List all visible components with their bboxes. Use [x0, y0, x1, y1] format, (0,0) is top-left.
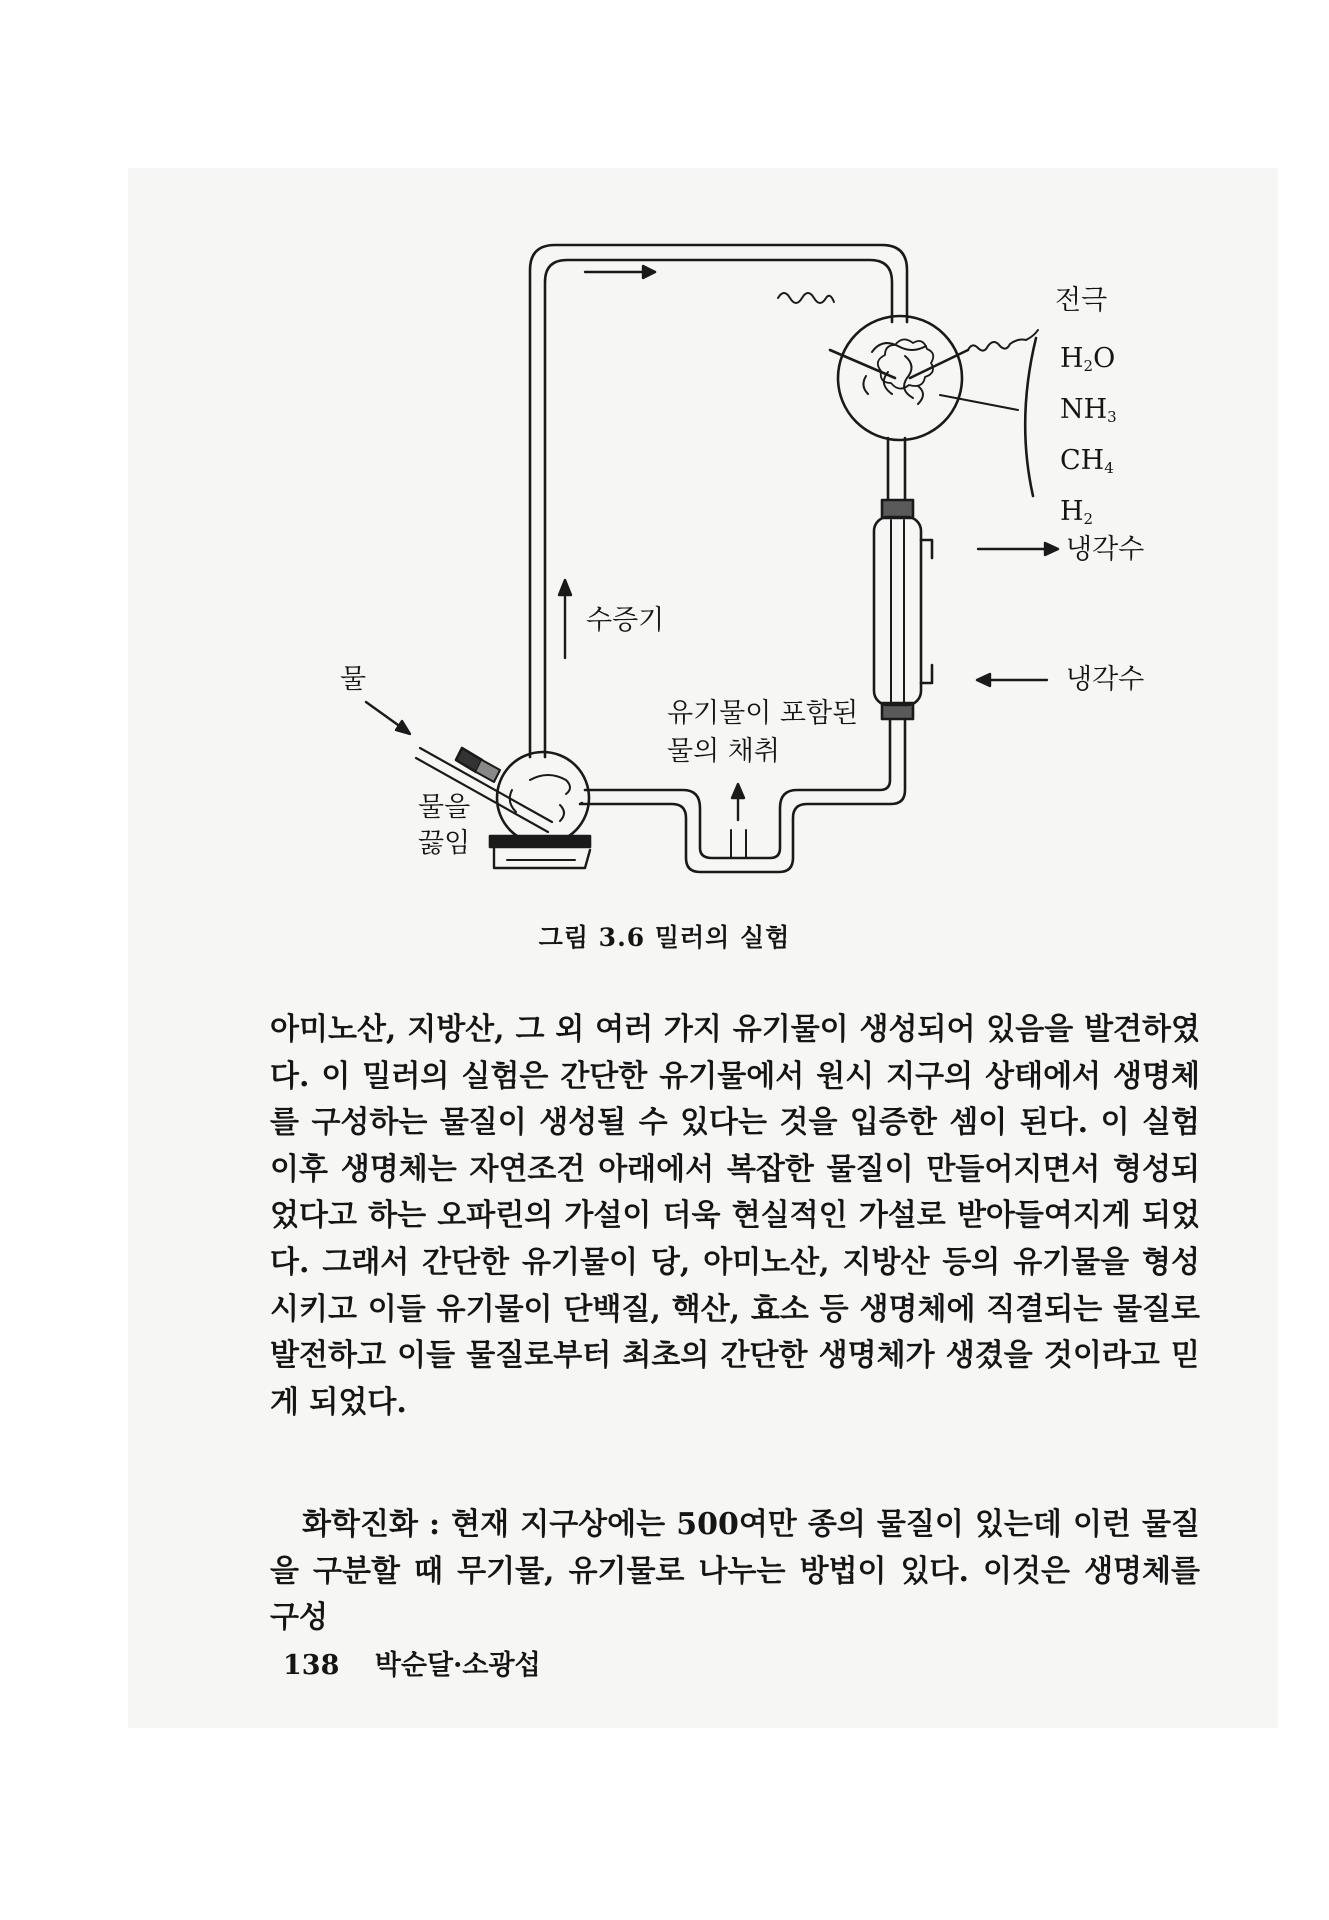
heater-plate [490, 836, 590, 847]
gas-ch4: $CH_4$ [1060, 445, 1114, 477]
boiling-label-line1: 물을 [418, 792, 471, 823]
cooling-in-arrow [977, 674, 1047, 686]
loop-tube-inner [545, 260, 892, 757]
gas-nh3: $NH_3$ [1060, 394, 1117, 426]
electrode-label: 전극 [1055, 285, 1108, 316]
condenser-port-bottom [921, 665, 932, 683]
electrode-wire-left [778, 293, 834, 303]
body-paragraph-1: 아미노산, 지방산, 그 외 여러 가지 유기물이 생성되어 있음을 발견하였다. 이 밀러의 실험은 간단한 유기물에서 원시 지구의 상태에서 생명체를 구성하는 물질이 생성될 수 있다는 것을 입증한 셈이 된다. 이 실험 이후 생명체는 자연조건 아래에서 복잡한 물질이 만들어지면서 형성되었다고 하는 오파린의 가설이 더욱 현실적인 가설로 받아들여지게 되었다. 그래서 간단한 유기물이 당, 아미노산, 지방산 등의 유기물을 형성시키고 이들 유기물이 단백질, 핵산, 효소 등 생명체에 직결되는 물질로 발전하고 이들 물질로부터 최초의 간단한 생명체가 생겼을 것이라고 믿게 되었다. [270, 1012, 1200, 1420]
steam-arrow [559, 580, 571, 658]
cooling-out-arrow [978, 543, 1058, 555]
body-paragraph-2: 화학진화 : 현재 지구상에는 500여만 종의 물질이 있는데 이런 물질을 구분할 때 무기물, 유기물로 나누는 방법이 있다. 이것은 생명체를 구성 [270, 1507, 1200, 1636]
sampling-label-line1: 유기물이 포함된 [667, 698, 859, 729]
flow-arrow-top [585, 266, 655, 278]
water-label: 물 [340, 664, 367, 695]
sampling-arrow [732, 784, 744, 820]
heater-body [494, 847, 590, 868]
cooling-water-out-label: 냉각수 [1066, 534, 1145, 565]
condenser-jacket [874, 517, 921, 705]
condenser-port-top [921, 540, 932, 558]
steam-label: 수증기 [586, 605, 665, 636]
sampling-label-line2: 물의 채취 [667, 736, 780, 767]
gas-leader-line [940, 395, 1018, 410]
page-number: 138 [283, 1650, 340, 1681]
gas-h2o: $H_2O$ [1060, 343, 1116, 375]
boiling-label-line2: 끓임 [418, 828, 471, 859]
condenser-inner-tube [891, 520, 904, 702]
cooling-water-in-label: 냉각수 [1066, 664, 1145, 695]
page-footer [283, 1643, 541, 1682]
condenser-stopper-top [882, 500, 913, 518]
footer-authors: 박순달·소광섭 [374, 1650, 541, 1681]
loop-tube-outer [530, 245, 907, 757]
gas-list [1060, 337, 1117, 541]
water-arrow [366, 702, 410, 734]
electrode-wire-right [968, 330, 1038, 351]
gas-bracket [1025, 338, 1036, 496]
figure-caption: 그림 3.6 밀러의 실험 [538, 923, 791, 952]
sampling-tubes [731, 830, 746, 858]
electrode-flask [838, 316, 962, 440]
gas-h2: $H_2$ [1060, 496, 1094, 528]
